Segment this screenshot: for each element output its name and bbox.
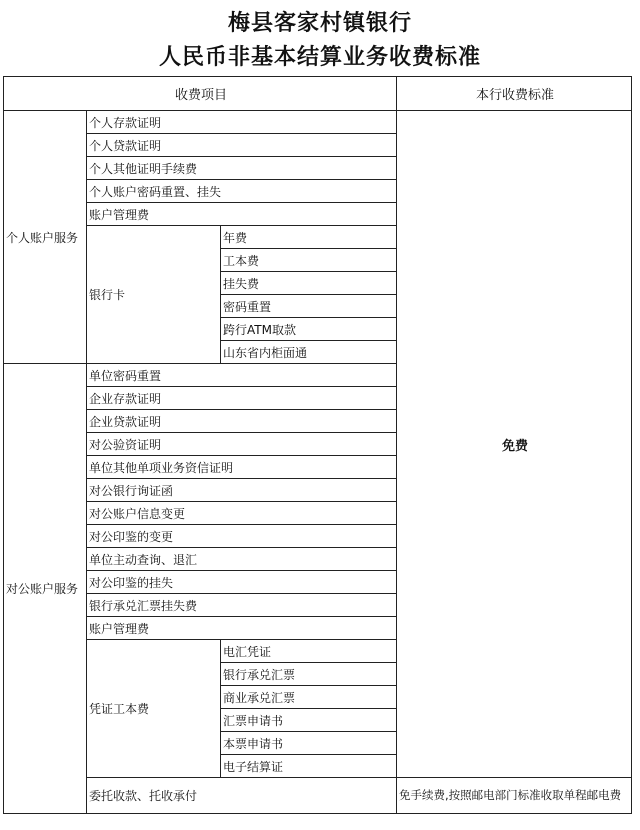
fee-standard-title: 人民币非基本结算业务收费标准 [158,44,481,70]
collection-item: 委托收款、托收承付 [87,778,397,814]
voucher-fee-item: 电子结算证 [221,755,397,778]
collection-fee-note: 免手续费,按照邮电部门标准收取单程邮电费 [397,778,632,814]
fee-item: 对公银行询证函 [87,479,397,502]
voucher-fee-item: 商业承兑汇票 [221,686,397,709]
fee-table [3,76,632,814]
card-fee-item: 挂失费 [221,272,397,295]
voucher-fee-item: 汇票申请书 [221,709,397,732]
fee-item: 企业贷款证明 [87,410,397,433]
fee-item: 企业存款证明 [87,387,397,410]
card-fee-item: 密码重置 [221,295,397,318]
category-personal: 个人账户服务 [4,111,87,364]
fee-item: 单位密码重置 [87,364,397,387]
card-fee-item: 年费 [221,226,397,249]
fee-item: 对公印鉴的挂失 [87,571,397,594]
bank-card-label: 银行卡 [87,226,221,364]
fee-item: 对公验资证明 [87,433,397,456]
fee-item: 银行承兑汇票挂失费 [87,594,397,617]
fee-item: 个人其他证明手续费 [87,157,397,180]
fee-item: 单位主动查询、退汇 [87,548,397,571]
fee-item: 个人存款证明 [87,111,397,134]
category-corporate: 对公账户服务 [4,364,87,814]
card-fee-item: 跨行ATM取款 [221,318,397,341]
fee-item: 账户管理费 [87,617,397,640]
fee-item: 个人贷款证明 [87,134,397,157]
fee-item: 对公印鉴的变更 [87,525,397,548]
header-item: 收费项目 [4,77,397,111]
card-fee-item: 工本费 [221,249,397,272]
card-fee-item: 山东省内柜面通 [221,341,397,364]
free-standard: 免费 [397,111,632,778]
fee-item: 个人账户密码重置、挂失 [87,180,397,203]
fee-item: 账户管理费 [87,203,397,226]
voucher-fee-item: 本票申请书 [221,732,397,755]
fee-item: 单位其他单项业务资信证明 [87,456,397,479]
voucher-fee-item: 电汇凭证 [221,640,397,663]
header-standard: 本行收费标准 [397,77,632,111]
fee-item: 对公账户信息变更 [87,502,397,525]
voucher-fee-label: 凭证工本费 [87,640,221,778]
voucher-fee-item: 银行承兑汇票 [221,663,397,686]
bank-name-title: 梅县客家村镇银行 [227,10,412,36]
